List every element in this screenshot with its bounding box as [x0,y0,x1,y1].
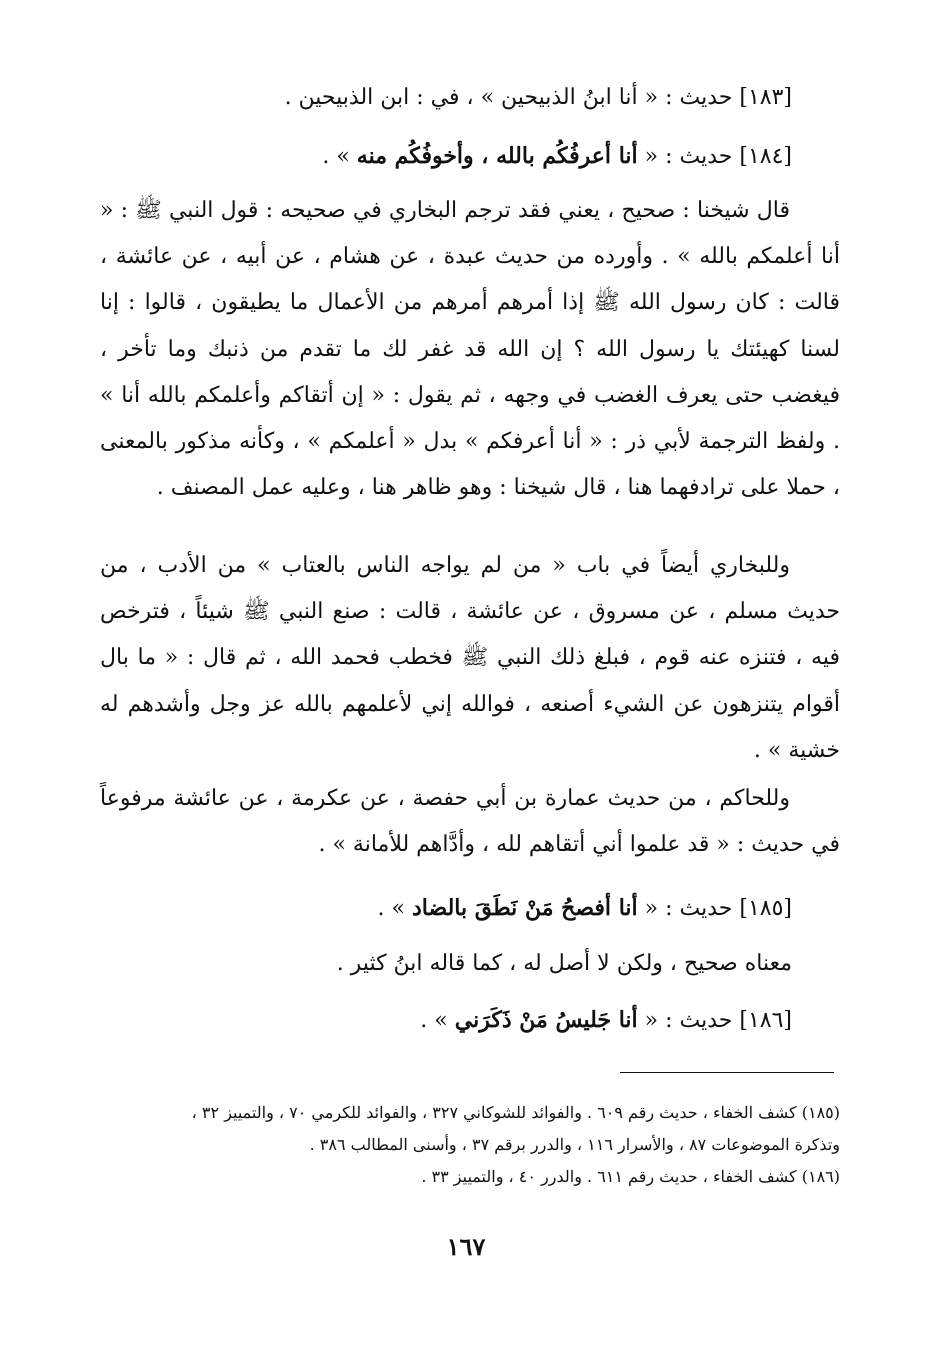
entry-185-hadith: أنا أفصحُ مَنْ نَطَقَ بالضاد [412,895,638,921]
entry-185 [92,888,792,929]
entry-186-suffix: » . [420,1008,455,1033]
footnote-185-text-2: وتذكرة الموضوعات ٨٧ ، والأسرار ١١٦ ، والدرر برقم ٣٧ ، وأسنى المطالب ٣٨٦ . [309,1135,840,1154]
entry-186-hadith: أنا جَليسُ مَنْ ذَكَرَني [454,1007,638,1033]
entry-185-suffix: » . [377,896,412,921]
entry-184-hadith: أنا أعرفُكُم بالله ، وأخوفُكُم منه [356,143,638,169]
entry-183 [92,78,792,118]
page-number: ١٦٧ [446,1232,486,1261]
entry-186-prefix: [١٨٦] حديث : « [637,1008,792,1033]
paragraph-3-text: وللحاكم ، من حديث عمارة بن أبي حفصة ، عن عكرمة ، عن عائشة مرفوعاً في حديث : « قد علموا أني أتقاهم لله ، وأدَّاهم للأمانة » . [100,786,840,858]
footnote-185-line-1 [100,1098,840,1128]
paragraph-commentary-184 [100,188,840,511]
entry-184 [92,136,792,177]
entry-185-comment [92,944,792,984]
entry-184-suffix: » . [322,144,357,169]
entry-186 [92,1000,792,1041]
entry-185-prefix: [١٨٥] حديث : « [637,896,792,921]
footnote-separator [620,1072,834,1073]
entry-183-text: [١٨٣] حديث : « أنا ابنُ الذبيحين » ، في : ابن الذبيحين . [284,85,792,110]
entry-184-prefix: [١٨٤] حديث : « [637,144,792,169]
paragraph-bukhari [100,543,840,774]
entry-185-comment-text: معناه صحيح ، ولكن لا أصل له ، كما قاله ابنُ كثير . [336,951,792,976]
paragraph-hakim [100,776,840,868]
footnote-185-text-1: (١٨٥) كشف الخفاء ، حديث رقم ٦٠٩ . والفوائد للشوكاني ٣٢٧ ، والفوائد للكرمي ٧٠ ، والتمييز ٣٢ ، [191,1103,840,1122]
footnote-186 [100,1162,840,1192]
footnote-186-text: (١٨٦) كشف الخفاء ، حديث رقم ٦١١ . والدرر ٤٠ ، والتمييز ٣٣ . [421,1167,840,1186]
footnote-185-line-2 [120,1130,840,1160]
paragraph-1-text: قال شيخنا : صحيح ، يعني فقد ترجم البخاري في صحيحه : قول النبي ﷺ : « أنا أعلمكم بالله » . وأورده من حديث عبدة ، عن هشام ، عن أبيه ، عن عائشة ، قالت : كان رسول الله ﷺ إذا أمرهم أمرهم من الأعمال ما يطيقون ، قالوا : إنا لسنا كهيئتك يا رسول الله ؟ إن الله قد غفر لك ما تقدم من ذنبك وما تأخر ، فيغضب حتى يعرف الغضب في وجهه ، ثم يقول : « إن أتقاكم وأعلمكم بالله أنا » . ولفظ الترجمة لأبي ذر : « أنا أعرفكم » بدل « أعلمكم » ، وكأنه مذكور بالمعنى ، حملا على ترادفهما هنا ، قال شيخنا : وهو ظاهر هنا ، وعليه عمل المصنف . [100,198,840,501]
paragraph-2-text: وللبخاري أيضاً في باب « من لم يواجه الناس بالعتاب » من الأدب ، من حديث مسلم ، عن مسروق ، عن عائشة ، قالت : صنع النبي ﷺ شيئاً ، فترخص فيه ، فتنزه عنه قوم ، فبلغ ذلك النبي ﷺ فخطب فحمد الله ، ثم قال : « ما بال أقوام يتنزهون عن الشيء أصنعه ، فوالله إني لأعلمهم بالله عز وجل وأشدهم له خشية » . [100,553,840,763]
